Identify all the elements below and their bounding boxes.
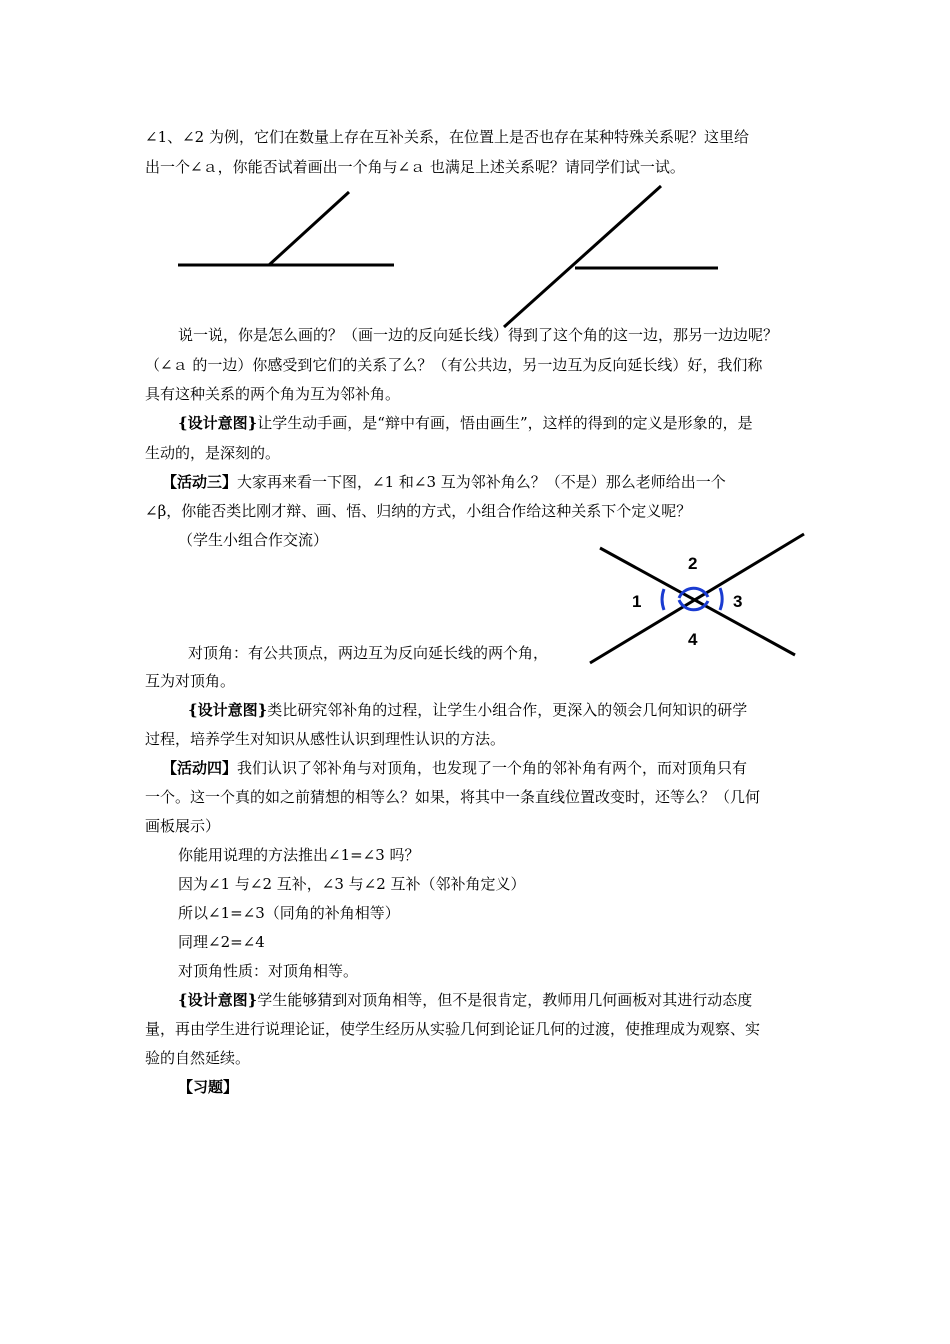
- proof-step3: 同理∠2=∠4: [178, 933, 265, 951]
- activity3-tag: 【活动三】: [162, 473, 238, 491]
- proof-step2: 所以∠1=∠3（同角的补角相等）: [178, 904, 400, 922]
- angle-alpha-side-ray: [269, 192, 349, 265]
- angle-label-1: 1: [632, 592, 642, 611]
- design2-line2: 过程，培养学生对知识从感性认识到理性认识的方法。: [145, 730, 506, 748]
- proof-step1: 因为∠1 与∠2 互补，∠3 与∠2 互补（邻补角定义）: [178, 875, 526, 893]
- activity3-line2: ∠β，你能否类比刚才辩、画、悟、归纳的方式，小组合作给这种关系下个定义呢？: [145, 502, 692, 520]
- angle-1-arc: [662, 589, 664, 610]
- angle-3-arc: [720, 588, 722, 610]
- design1-line1: [178, 412, 848, 434]
- activity3-line3: （学生小组合作交流）: [178, 531, 329, 549]
- design2-line1: [188, 699, 858, 721]
- angle-alpha-figure: [178, 192, 394, 265]
- angle-2-arc: [679, 588, 708, 598]
- paragraph2-line1: 说一说，你是怎么画的？（画一边的反向延长线）得到了这个角的这一边，那另一边边呢？: [178, 326, 779, 344]
- design3-line1: [178, 989, 848, 1011]
- design1-text1: 让学生动手画，是“辩中有画，悟由画生”，这样的得到的定义是形象的，是: [257, 414, 753, 432]
- activity3-text1: 大家再来看一下图，∠1 和∠3 互为邻补角么？（不是）那么老师给出一个: [237, 473, 726, 491]
- angle-label-2: 2: [688, 554, 698, 573]
- paragraph2-line2: （∠ａ 的一边）你感受到它们的关系了么？（有公共边，另一边互为反向延长线）好，我们称: [145, 356, 763, 374]
- proof-question: 你能用说理的方法推出∠1=∠3 吗？: [178, 846, 420, 864]
- vertical-angle-property: 对顶角性质：对顶角相等。: [178, 962, 359, 980]
- design-intent-tag: {设计意图}: [178, 414, 258, 432]
- activity4-tag: 【活动四】: [162, 759, 238, 777]
- design-intent-tag: {设计意图}: [178, 991, 258, 1009]
- activity3-line1: [162, 471, 832, 493]
- design-intent-tag: {设计意图}: [188, 701, 268, 719]
- design2-text1: 类比研究邻补角的过程，让学生小组合作，更深入的领会几何知识的研学: [267, 701, 748, 719]
- angle-label-4: 4: [688, 630, 698, 649]
- design3-line2: 量，再由学生进行说理论证，使学生经历从实验几何到论证几何的过渡，使推理成为观察、实: [145, 1020, 761, 1038]
- paragraph1-line1: ∠1、∠2 为例，它们在数量上存在互补关系，在位置上是否也存在某种特殊关系呢？这里给: [145, 128, 749, 146]
- design3-text1: 学生能够猜到对顶角相等，但不是很肯定，教师用几何画板对其进行动态度: [257, 991, 753, 1009]
- vertical-angle-definition-line2: 互为对顶角。: [145, 672, 236, 690]
- activity4-text1: 我们认识了邻补角与对顶角，也发现了一个角的邻补角有两个，而对顶角只有: [237, 759, 748, 777]
- extended-line: [504, 186, 661, 327]
- paragraph1-line2: 出一个∠ａ，你能否试着画出一个角与∠ａ 也满足上述关系呢？请同学们试一试。: [145, 158, 685, 176]
- angle-label-3: 3: [733, 592, 743, 611]
- exercise-heading: 【习题】: [178, 1078, 239, 1096]
- paragraph2-line3: 具有这种关系的两个角为互为邻补角。: [145, 385, 401, 403]
- vertical-angles-figure: [590, 534, 804, 663]
- design1-line2: 生动的，是深刻的。: [145, 444, 281, 462]
- vertical-angle-definition-line1: 对顶角：有公共顶点，两边互为反向延长线的两个角，: [188, 644, 549, 662]
- adjacent-supplementary-figure: [504, 186, 718, 327]
- activity4-line1: [162, 757, 832, 779]
- activity4-line2: 一个。这一个真的如之前猜想的相等么？如果，将其中一条直线位置改变时，还等么？（几何: [145, 788, 761, 806]
- activity4-line3: 画板展示）: [145, 817, 221, 835]
- design3-line3: 验的自然延续。: [145, 1049, 251, 1067]
